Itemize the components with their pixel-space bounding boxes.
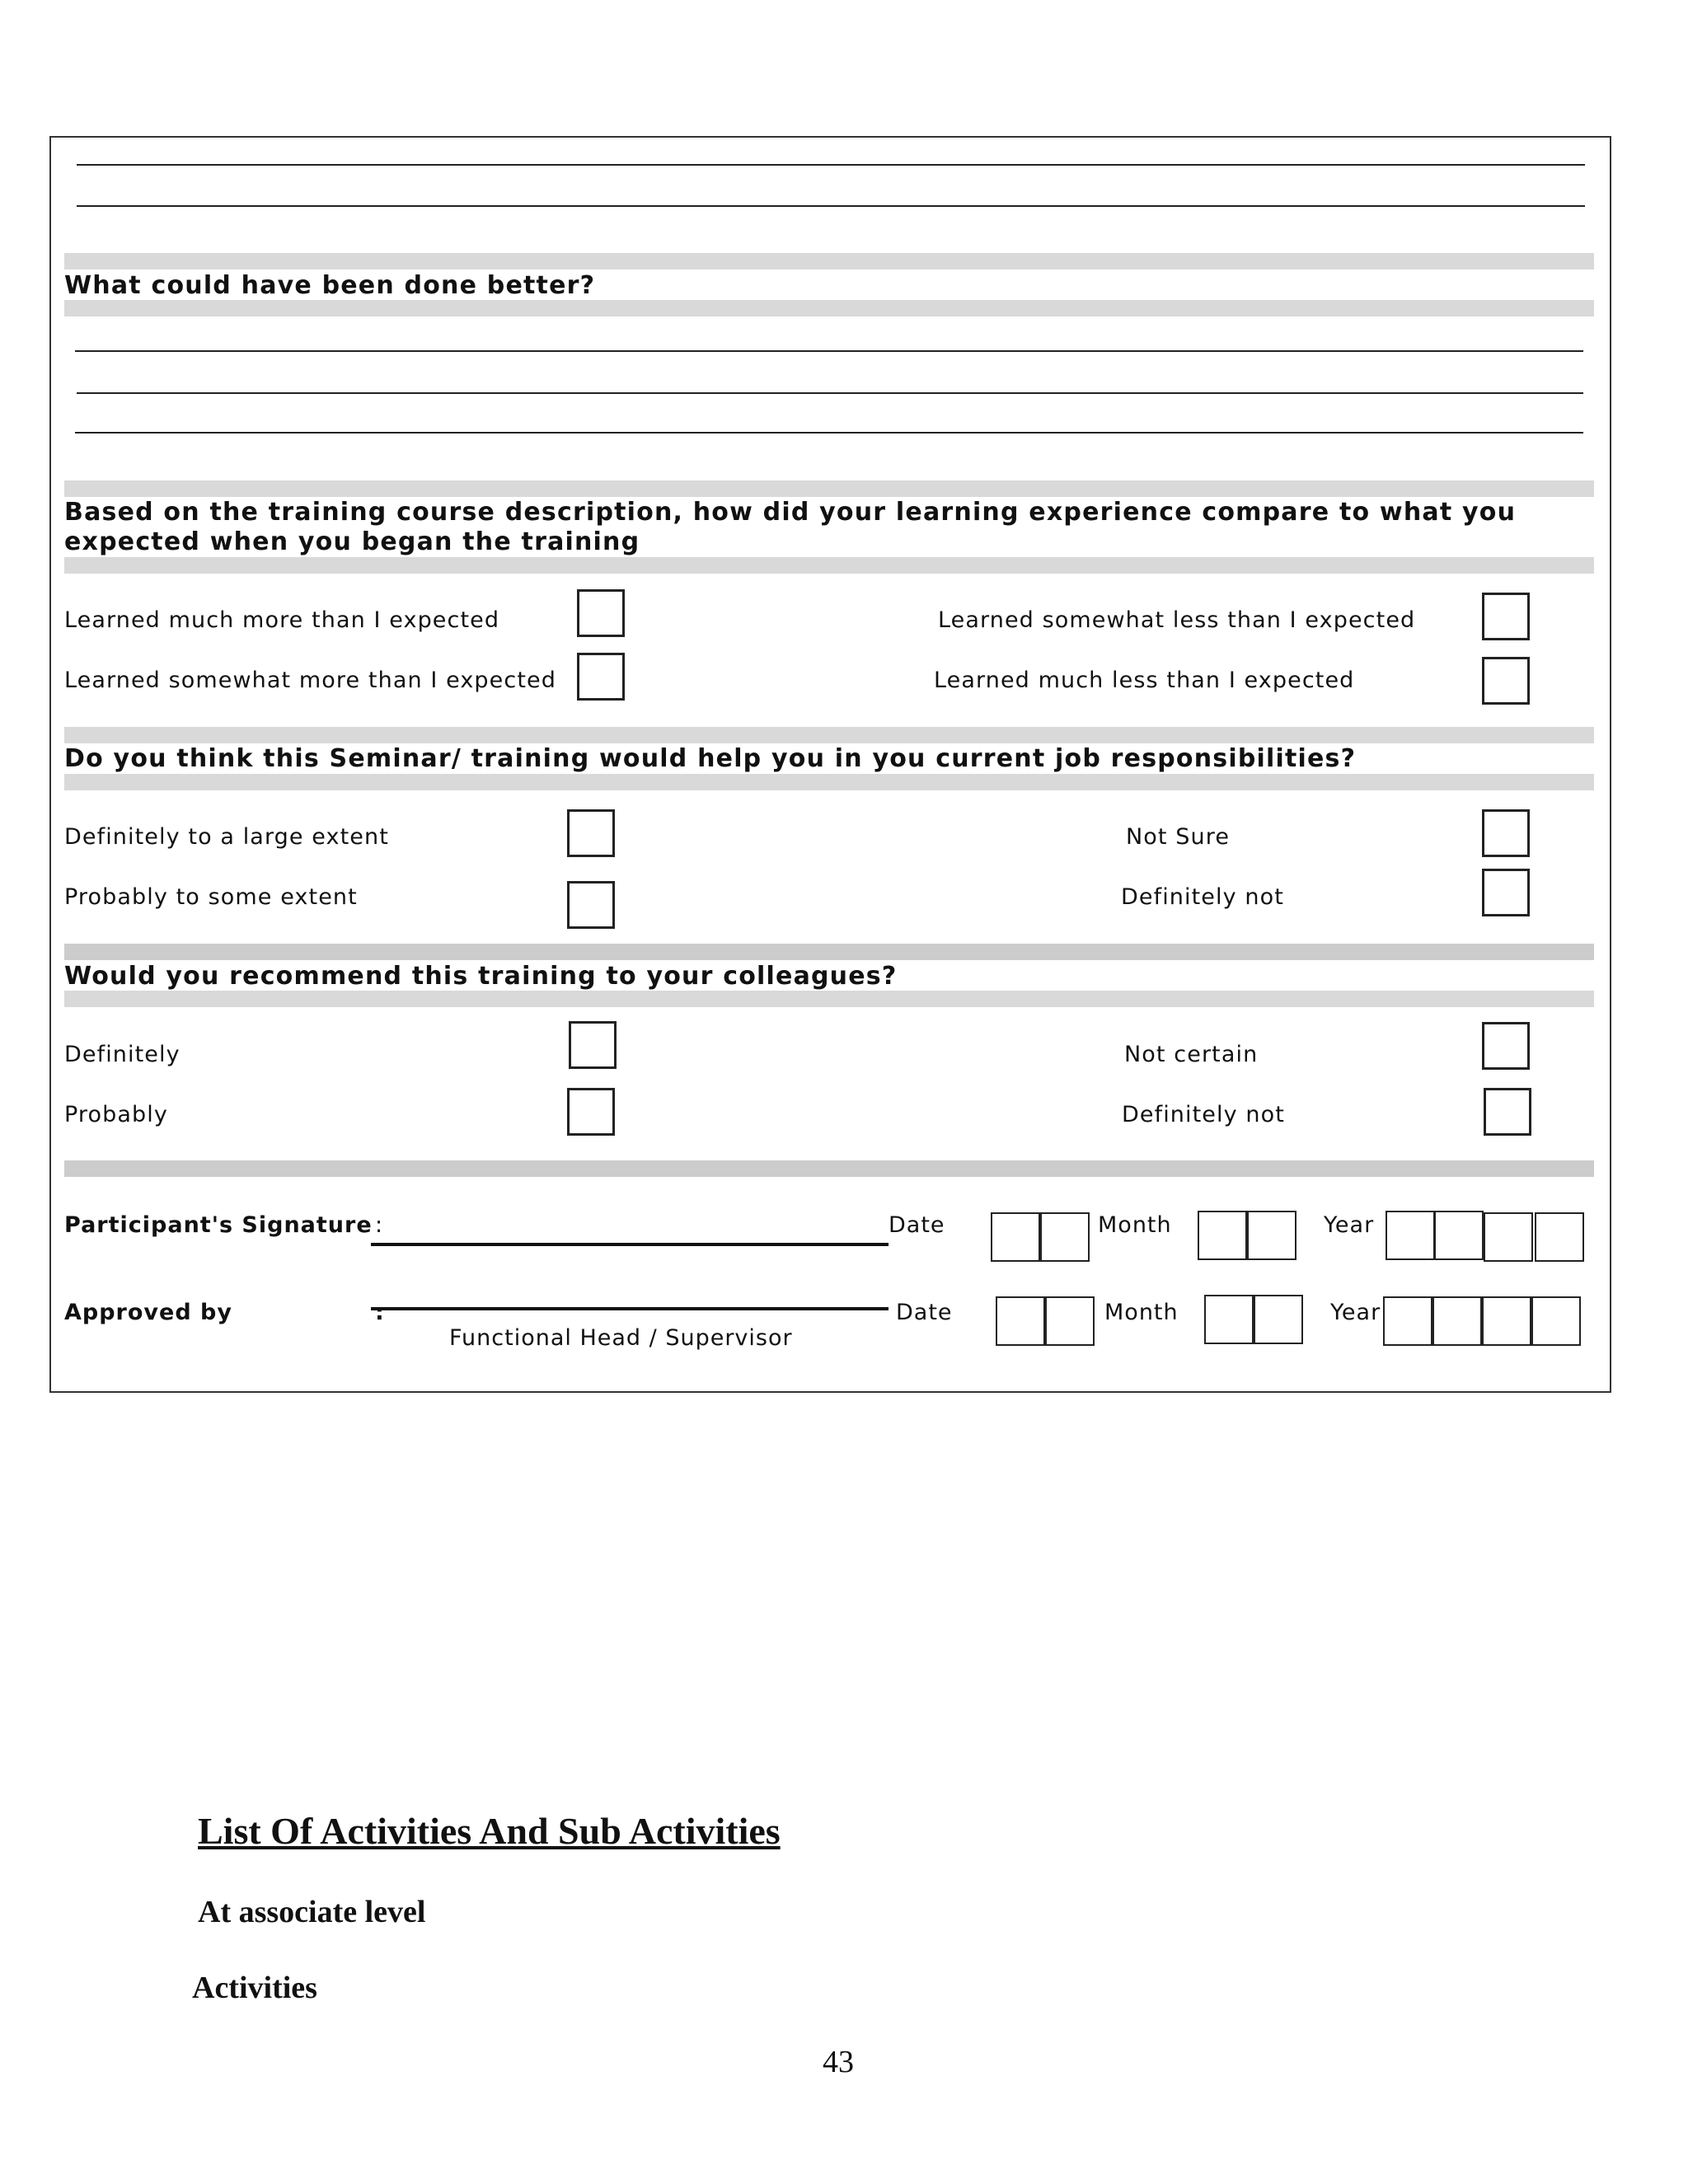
approved-year-cell-3[interactable] xyxy=(1482,1296,1531,1346)
colon: : xyxy=(375,1212,384,1238)
year-cell-4[interactable] xyxy=(1535,1212,1584,1262)
question-compare-line2: expected when you began the training xyxy=(64,527,640,556)
approved-date-cell-1[interactable] xyxy=(996,1296,1045,1346)
section-band xyxy=(64,480,1594,497)
section-band xyxy=(64,944,1594,960)
checkbox-definitely[interactable] xyxy=(569,1021,617,1069)
page-number: 43 xyxy=(823,2045,854,2079)
checkbox-some-extent[interactable] xyxy=(567,881,615,929)
section-band xyxy=(64,253,1594,269)
checkbox-much-more[interactable] xyxy=(577,589,625,637)
approved-year-cell-4[interactable] xyxy=(1531,1296,1581,1346)
date-label: Date xyxy=(889,1212,945,1238)
answer-line[interactable] xyxy=(77,164,1585,166)
colon: : xyxy=(375,1300,385,1325)
participant-signature-line[interactable] xyxy=(371,1243,889,1246)
approved-month-cell-1[interactable] xyxy=(1204,1295,1254,1344)
option-much-more: Learned much more than I expected xyxy=(64,607,500,633)
checkbox-definitely-not[interactable] xyxy=(1482,869,1530,916)
date-label: Date xyxy=(896,1300,953,1325)
activities-heading: Activities xyxy=(192,1971,317,2005)
answer-line[interactable] xyxy=(75,350,1583,352)
month-label: Month xyxy=(1098,1212,1172,1238)
month-cell-2[interactable] xyxy=(1247,1211,1296,1260)
section-band xyxy=(64,1160,1594,1177)
checkbox-not-sure[interactable] xyxy=(1482,809,1530,857)
approved-date-cell-2[interactable] xyxy=(1045,1296,1095,1346)
date-day-cell-1[interactable] xyxy=(991,1212,1040,1262)
option-somewhat-more: Learned somewhat more than I expected xyxy=(64,668,556,693)
approved-by-label: Approved by xyxy=(64,1300,232,1325)
question-compare-line1: Based on the training course description, how did your learning experience compare to what you xyxy=(64,498,1517,527)
checkbox-large-extent[interactable] xyxy=(567,809,615,857)
option-much-less: Learned much less than I expected xyxy=(934,668,1355,693)
option-not-sure: Not Sure xyxy=(1126,824,1231,850)
section-band xyxy=(64,727,1594,743)
section-subtitle: At associate level xyxy=(198,1895,426,1929)
option-large-extent: Definitely to a large extent xyxy=(64,824,389,850)
approver-signature-line[interactable] xyxy=(371,1307,889,1310)
checkbox-much-less[interactable] xyxy=(1482,657,1530,705)
section-band xyxy=(64,300,1594,316)
section-band xyxy=(64,557,1594,574)
checkbox-somewhat-less[interactable] xyxy=(1482,593,1530,640)
option-definitely: Definitely xyxy=(64,1042,181,1067)
checkbox-recommend-definitely-not[interactable] xyxy=(1484,1088,1531,1136)
participant-signature-label: Participant's Signature xyxy=(64,1212,373,1238)
approved-year-cell-2[interactable] xyxy=(1432,1296,1482,1346)
approver-caption: Functional Head / Supervisor xyxy=(449,1325,793,1351)
option-recommend-definitely-not: Definitely not xyxy=(1122,1102,1285,1127)
approved-month-cell-2[interactable] xyxy=(1254,1295,1303,1344)
option-probably: Probably xyxy=(64,1102,168,1127)
question-done-better: What could have been done better? xyxy=(64,271,596,300)
year-label: Year xyxy=(1330,1300,1381,1325)
section-band xyxy=(64,774,1594,790)
year-label: Year xyxy=(1324,1212,1375,1238)
approved-year-cell-1[interactable] xyxy=(1383,1296,1432,1346)
checkbox-probably[interactable] xyxy=(567,1088,615,1136)
checkbox-somewhat-more[interactable] xyxy=(577,653,625,701)
question-job-help: Do you think this Seminar/ training would help you in you current job responsibilities? xyxy=(64,744,1357,773)
year-cell-1[interactable] xyxy=(1386,1211,1435,1260)
section-title: List Of Activities And Sub Activities xyxy=(198,1810,781,1852)
month-label: Month xyxy=(1104,1300,1179,1325)
answer-line[interactable] xyxy=(77,392,1583,394)
answer-line[interactable] xyxy=(75,432,1583,434)
month-cell-1[interactable] xyxy=(1198,1211,1247,1260)
option-some-extent: Probably to some extent xyxy=(64,884,358,910)
section-band xyxy=(64,991,1594,1007)
year-cell-2[interactable] xyxy=(1434,1211,1484,1260)
option-definitely-not: Definitely not xyxy=(1121,884,1284,910)
checkbox-not-certain[interactable] xyxy=(1482,1022,1530,1070)
year-cell-3[interactable] xyxy=(1484,1212,1533,1262)
answer-line[interactable] xyxy=(77,205,1585,207)
question-recommend: Would you recommend this training to your colleagues? xyxy=(64,962,898,991)
date-day-cell-2[interactable] xyxy=(1040,1212,1090,1262)
option-not-certain: Not certain xyxy=(1124,1042,1259,1067)
option-somewhat-less: Learned somewhat less than I expected xyxy=(938,607,1416,633)
